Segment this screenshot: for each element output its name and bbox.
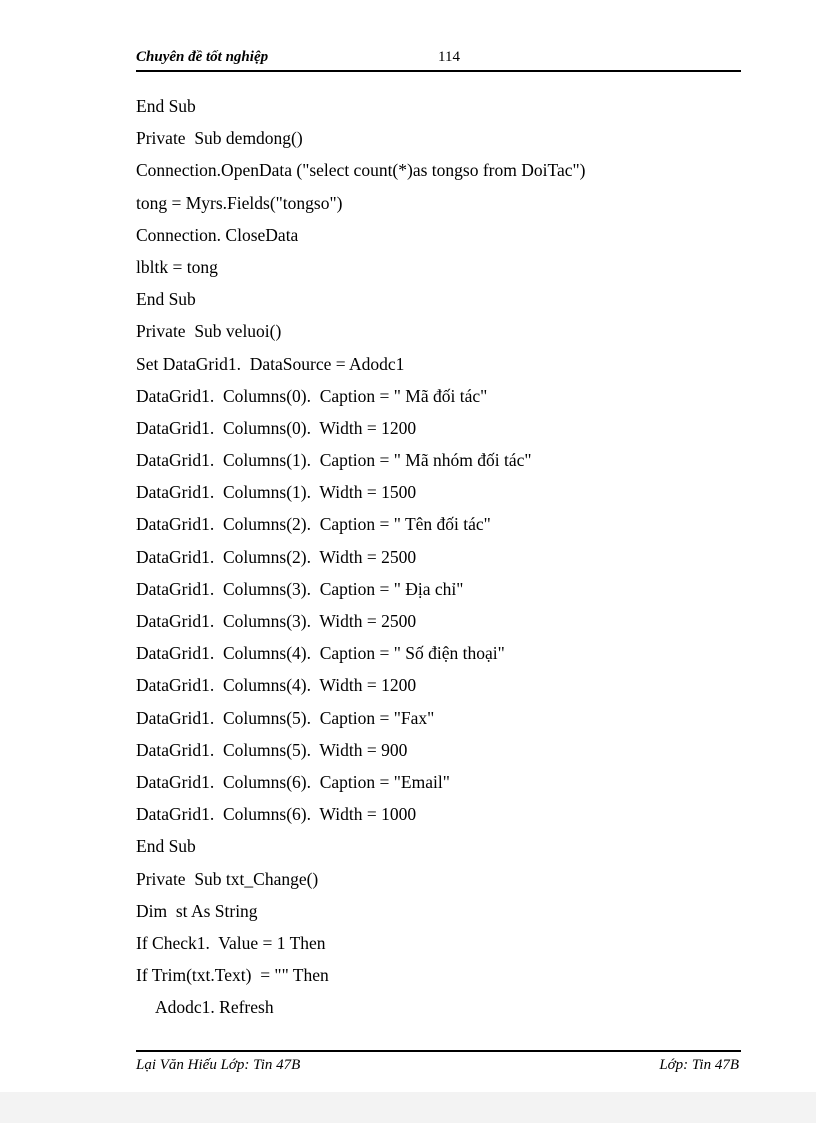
code-line: Private Sub txt_Change() [136,868,319,889]
code-listing [136,94,736,1027]
header-title: Chuyên đề tốt nghiệp [136,49,269,65]
code-line: Dim st As String [136,900,258,921]
code-line: If Trim(txt.Text) = "" Then [136,965,329,986]
footer-author: Lại Văn Hiếu Lớp: Tin 47B [136,1057,301,1073]
code-line: End Sub [136,96,196,116]
code-line: Connection.OpenData ("select count(*)as tongso from DoiTac") [136,160,586,181]
code-line: Set DataGrid1. DataSource = Adodc1 [136,353,405,374]
page-number: 114 [438,49,460,65]
code-line: DataGrid1. Columns(1). Caption = " Mã nhóm đối tác" [136,450,532,471]
code-line: End Sub [136,836,196,857]
code-line: If Check1. Value = 1 Then [136,932,326,953]
code-line: Private Sub veluoi() [136,321,282,342]
code-line: DataGrid1. Columns(0). Caption = " Mã đối tác" [136,385,488,406]
code-line: End Sub [136,289,196,310]
code-line: Adodc1. Refresh [155,997,274,1018]
header-rule [136,70,741,72]
code-line: Private Sub demdong() [136,128,303,149]
page-footer [136,1055,741,1077]
page-bottom-margin [0,1092,816,1123]
code-line: lbltk = tong [136,256,218,277]
code-line: tong = Myrs.Fields("tongso") [136,192,343,213]
footer-class: Lớp: Tin 47B [659,1057,739,1073]
footer-rule [136,1050,741,1052]
code-line: DataGrid1. Columns(6). Width = 1000 [136,804,417,825]
code-line: Connection. CloseData [136,224,299,245]
code-line: DataGrid1. Columns(6). Caption = "Email" [136,771,450,792]
code-line: DataGrid1. Columns(4). Caption = " Số điện thoại" [136,643,505,664]
code-line: DataGrid1. Columns(4). Width = 1200 [136,675,417,696]
code-line: DataGrid1. Columns(3). Caption = " Địa chỉ" [136,578,464,599]
code-line: DataGrid1. Columns(2). Caption = " Tên đối tác" [136,514,491,535]
code-line: DataGrid1. Columns(3). Width = 2500 [136,611,417,631]
code-line: DataGrid1. Columns(0). Width = 1200 [136,417,417,438]
code-line: DataGrid1. Columns(5). Caption = "Fax" [136,707,435,728]
code-line: DataGrid1. Columns(2). Width = 2500 [136,546,417,567]
page-header [136,46,741,72]
code-line: DataGrid1. Columns(1). Width = 1500 [136,482,417,503]
code-line: DataGrid1. Columns(5). Width = 900 [136,739,408,760]
